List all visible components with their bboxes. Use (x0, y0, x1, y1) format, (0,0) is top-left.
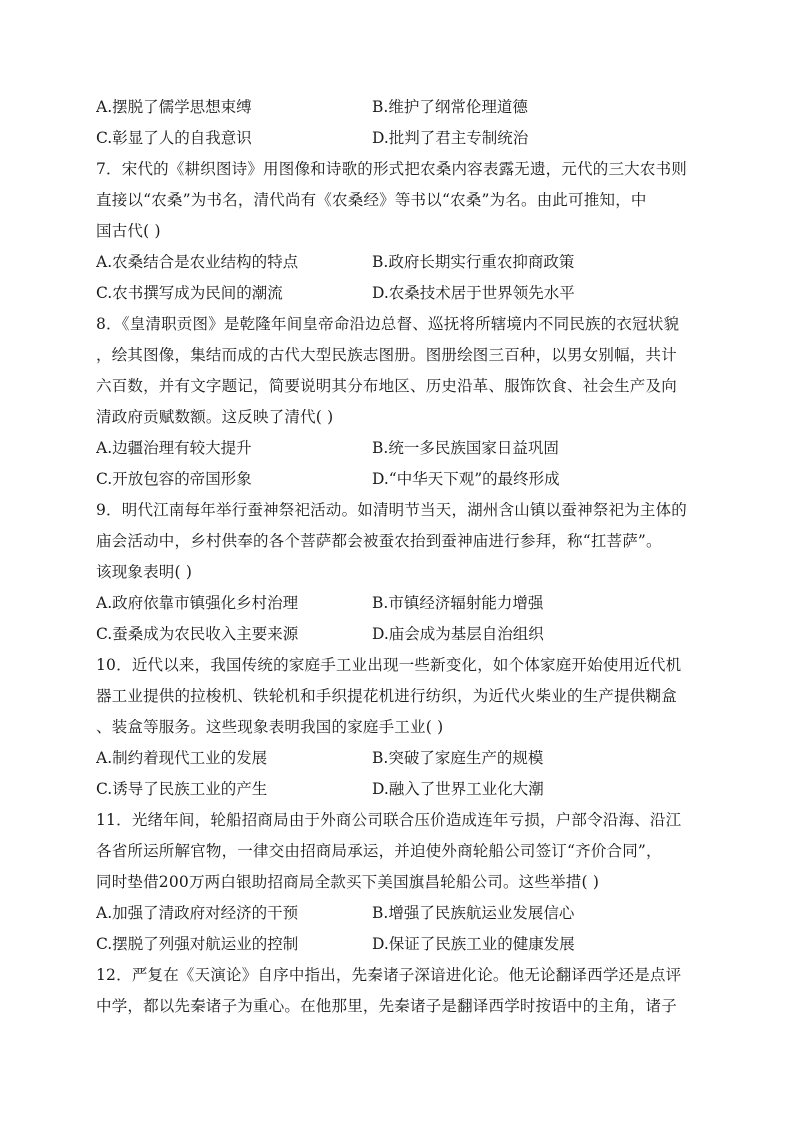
question-8 (96, 309, 700, 495)
question-text-line: 10．近代以来，我国传统的家庭手工业出现一些新变化，如个体家庭开始使用近代机 (96, 656, 682, 674)
option-row (96, 774, 700, 805)
question-list (96, 92, 700, 1022)
option-row (96, 929, 700, 960)
option-c[interactable]: C.开放包容的帝国形象 (96, 470, 252, 488)
option-c[interactable]: C.蚕桑成为农民收入主要来源 (96, 625, 299, 643)
option-a[interactable]: A.农桑结合是农业结构的特点 (96, 253, 299, 271)
option-d[interactable]: D.保证了民族工业的健康发展 (372, 935, 575, 953)
option-c[interactable]: C.彰显了人的自我意识 (96, 129, 252, 147)
question-text-line: 同时垫借200万两白银助招商局全款买下美国旗昌轮船公司。这些举措( ) (96, 873, 600, 891)
question-10 (96, 650, 700, 805)
question-text-line: ，绘其图像，集结而成的古代大型民族志图册。图册绘图三百种，以男女别幅，共计 (96, 346, 677, 364)
question-9 (96, 495, 700, 650)
question-text-line: 庙会活动中，乡村供奉的各个菩萨都会被蚕农抬到蚕神庙进行参拜，称“扛菩萨”。 (96, 532, 662, 550)
question-text-line: 六百数，并有文字题记，简要说明其分布地区、历史沿革、服饰饮食、社会生产及向 (96, 377, 677, 395)
question-text-line: 清政府贡赋数额。这反映了清代( ) (96, 408, 334, 426)
option-a[interactable]: A.边疆治理有较大提升 (96, 439, 252, 457)
question-12 (96, 960, 700, 1022)
question-text-line: 国古代( ) (96, 222, 161, 240)
option-a[interactable]: A.政府依靠市镇强化乡村治理 (96, 594, 299, 612)
question-text-line: 8．《皇清职贡图》是乾隆年间皇帝命沿边总督、巡抚将所辖境内不同民族的衣冠状貌 (96, 315, 680, 333)
question-text-line: 该现象表明( ) (96, 563, 193, 581)
question-text-line: 9．明代江南每年举行蚕神祭祀活动。如清明节当天，湖州含山镇以蚕神祭祀为主体的 (96, 501, 687, 519)
option-a[interactable]: A.加强了清政府对经济的干预 (96, 904, 299, 922)
question-7 (96, 154, 700, 309)
option-d[interactable]: D.庙会成为基层自治组织 (372, 625, 544, 643)
question-text-line: 直接以“农桑”为书名，清代尚有《农桑经》等书以“农桑”为名。由此可推知，中 (96, 191, 647, 209)
question-text-line: 各省所运所解官物，一律交由招商局承运，并迫使外商轮船公司签订“齐价合同”， (96, 842, 662, 860)
option-row (96, 92, 700, 123)
question-text-line: 7．宋代的《耕织图诗》用图像和诗歌的形式把农桑内容表露无遗，元代的三大农书则 (96, 160, 687, 178)
question-text-line: 器工业提供的拉梭机、铁轮机和手织提花机进行纺织，为近代火柴业的生产提供糊盒 (96, 687, 677, 705)
option-d[interactable]: D.融入了世界工业化大潮 (372, 780, 544, 798)
option-b[interactable]: B.市镇经济辐射能力增强 (372, 594, 544, 612)
question-text-line: 中学，都以先秦诸子为重心。在他那里，先秦诸子是翻译西学时按语中的主角，诸子 (96, 997, 677, 1015)
option-d[interactable]: D.“中华天下观”的最终形成 (372, 470, 560, 488)
question-text-line: 11．光绪年间，轮船招商局由于外商公司联合压价造成连年亏损，户部令沿海、沿江 (96, 811, 682, 829)
option-row (96, 464, 700, 495)
option-b[interactable]: B.突破了家庭生产的规模 (372, 749, 544, 767)
option-row (96, 247, 700, 278)
question-11 (96, 805, 700, 960)
option-row (96, 433, 700, 464)
option-c[interactable]: C.农书撰写成为民间的潮流 (96, 284, 283, 302)
option-a[interactable]: A.摆脱了儒学思想束缚 (96, 98, 252, 116)
option-row (96, 743, 700, 774)
option-row (96, 123, 700, 154)
question-text-line: 12．严复在《天演论》自序中指出，先秦诸子深谙进化论。他无论翻译西学还是点评 (96, 966, 682, 984)
option-c[interactable]: C.摆脱了列强对航运业的控制 (96, 935, 299, 953)
option-a[interactable]: A.制约着现代工业的发展 (96, 749, 268, 767)
option-b[interactable]: B.政府长期实行重农抑商政策 (372, 253, 575, 271)
option-row (96, 588, 700, 619)
option-row (96, 278, 700, 309)
option-row (96, 898, 700, 929)
option-b[interactable]: B.维护了纲常伦理道德 (372, 98, 528, 116)
option-b[interactable]: B.统一多民族国家日益巩固 (372, 439, 559, 457)
option-c[interactable]: C.诱导了民族工业的产生 (96, 780, 268, 798)
option-d[interactable]: D.批判了君主专制统治 (372, 129, 529, 147)
question-text-line: 、装盒等服务。这些现象表明我国的家庭手工业( ) (96, 718, 444, 736)
option-b[interactable]: B.增强了民族航运业发展信心 (372, 904, 575, 922)
option-row (96, 619, 700, 650)
option-d[interactable]: D.农桑技术居于世界领先水平 (372, 284, 575, 302)
